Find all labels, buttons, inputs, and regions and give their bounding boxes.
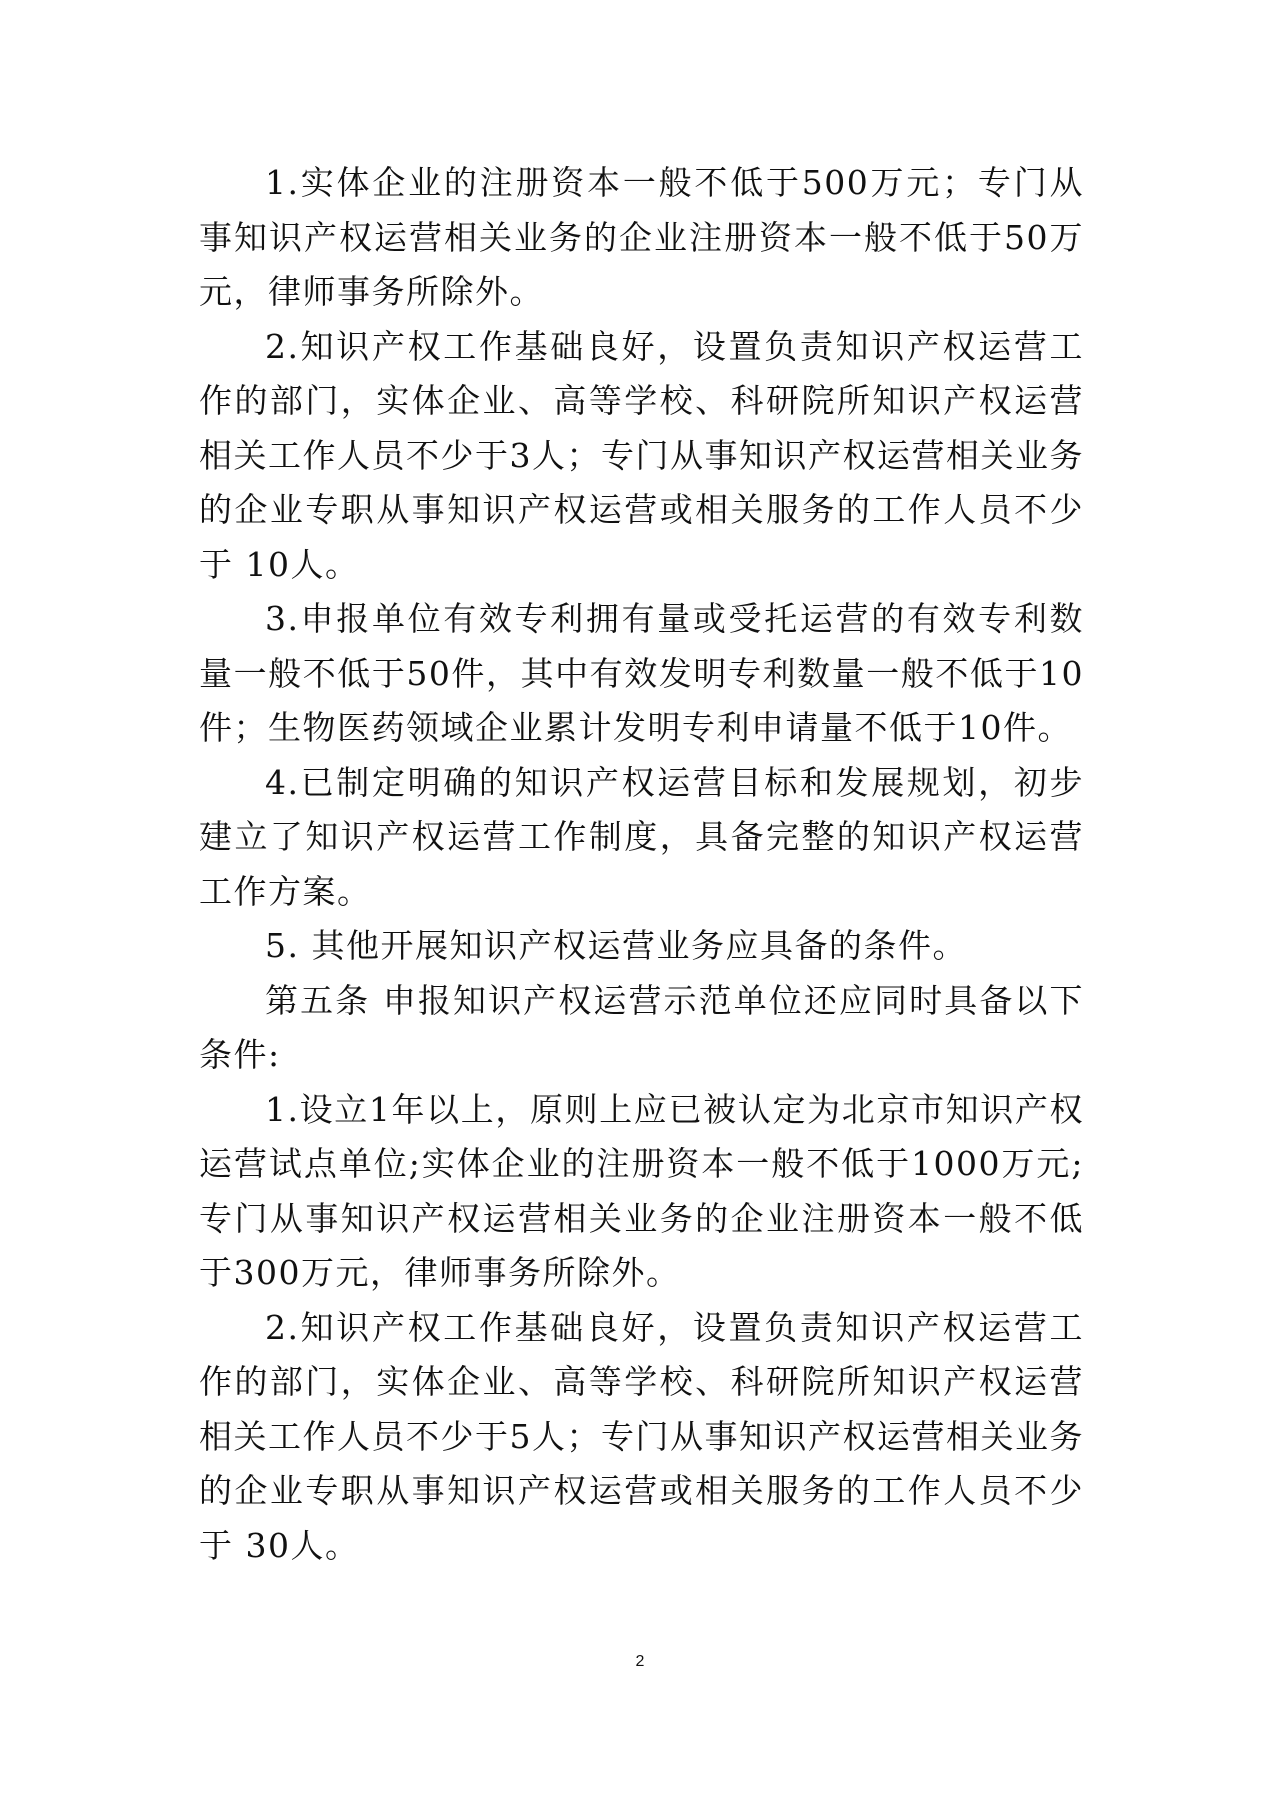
paragraph-demo-requirement-2: 2.知识产权工作基础良好，设置负责知识产权运营工作的部门，实体企业、高等学校、科研院所知识产权运营相关工作人员不少于5人；专门从事知识产权运营相关业务的企业专职从事知识产权运营或相关服务的工作人员不少于 30人。: [199, 1307, 1084, 1565]
document-body: [199, 156, 1084, 1573]
paragraph-requirement-4-plan: 4.已制定明确的知识产权运营目标和发展规划，初步建立了知识产权运营工作制度，具备完整的知识产权运营工作方案。: [199, 762, 1084, 911]
paragraph-article-5: 第五条 申报知识产权运营示范单位还应同时具备以下条件:: [199, 980, 1084, 1074]
paragraph-demo-requirement-1: 1.设立1年以上，原则上应已被认定为北京市知识产权运营试点单位;实体企业的注册资本一般不低于1000万元;专门从事知识产权运营相关业务的企业注册资本一般不低于300万元，律师事务所除外。: [199, 1089, 1084, 1292]
paragraph-requirement-1-capital: 1.实体企业的注册资本一般不低于500万元；专门从事知识产权运营相关业务的企业注册资本一般不低于50万元，律师事务所除外。: [199, 163, 1084, 311]
page-number: 2: [635, 1653, 645, 1670]
paragraph-requirement-5-other: 5. 其他开展知识产权运营业务应具备的条件。: [265, 926, 967, 965]
paragraph-requirement-3-patents: 3.申报单位有效专利拥有量或受托运营的有效专利数量一般不低于50件，其中有效发明专利数量一般不低于10件；生物医药领域企业累计发明专利申请量不低于10件。: [199, 599, 1084, 747]
paragraph-requirement-2-staff: 2.知识产权工作基础良好，设置负责知识产权运营工作的部门，实体企业、高等学校、科研院所知识产权运营相关工作人员不少于3人；专门从事知识产权运营相关业务的企业专职从事知识产权运营或相关服务的工作人员不少于 10人。: [199, 326, 1084, 584]
